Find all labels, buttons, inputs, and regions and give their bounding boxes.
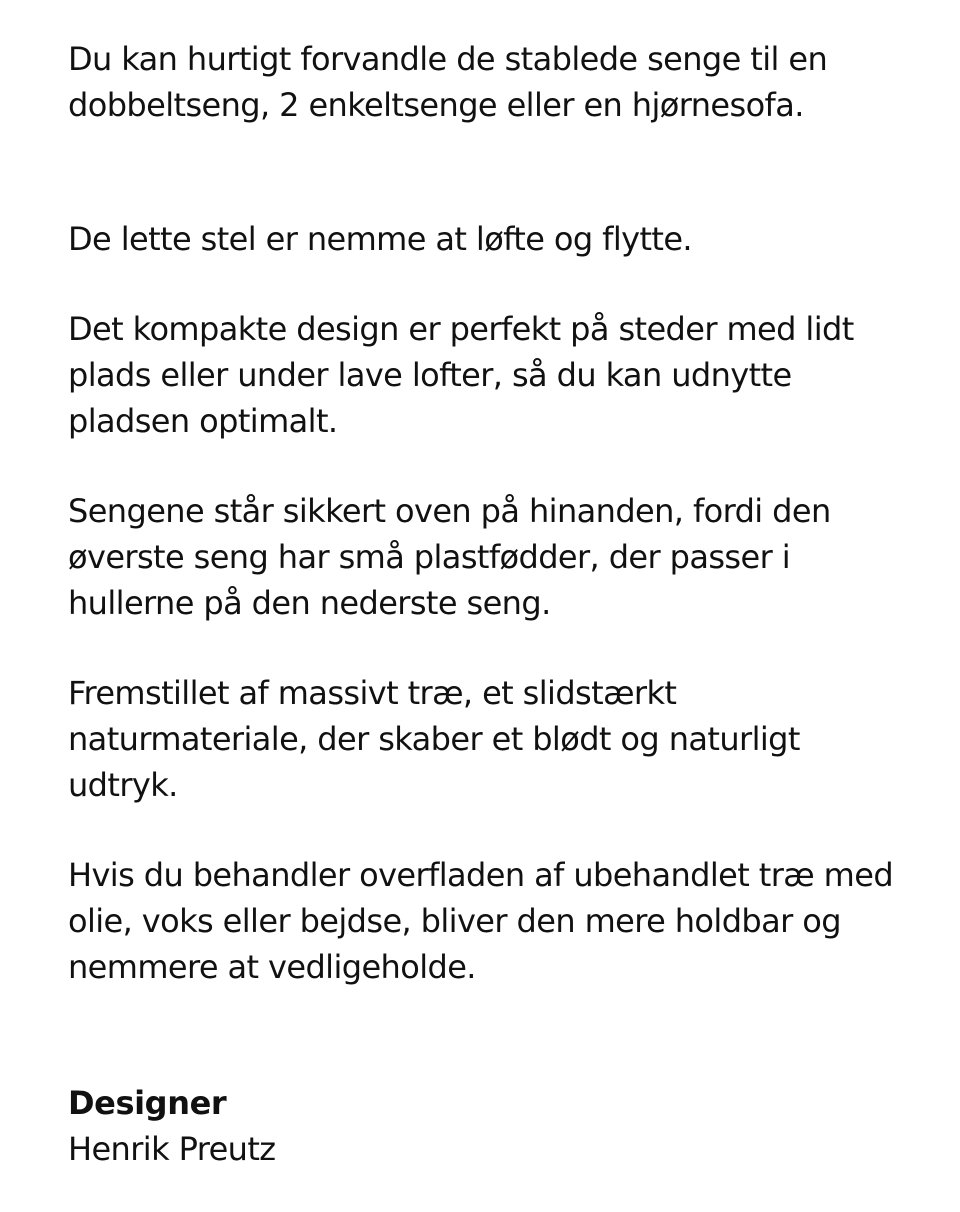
designer-name: Henrik Preutz	[68, 1130, 276, 1168]
details-paragraph-stacking: Sengene står sikkert oven på hinanden, fordi den øverste seng har små plastfødder, der passer i hullerne på den nederste seng.	[68, 492, 831, 622]
details-paragraph-compact-design: Det kompakte design er perfekt på steder med lidt plads eller under lave lofter, så du kan udnytte pladsen optimalt.	[68, 310, 854, 440]
details-paragraph-material: Fremstillet af massivt træ, et slidstærkt naturmateriale, der skaber et blødt og naturligt udtryk.	[68, 674, 800, 804]
designer-heading: Designer	[68, 1084, 227, 1122]
details-paragraph-transform: Du kan hurtigt forvandle de stablede senge til en dobbeltseng, 2 enkeltsenge eller en hjørnesofa.	[68, 40, 828, 124]
details-paragraph-surface-treatment: Hvis du behandler overfladen af ubehandlet træ med olie, voks eller bejdse, bliver den mere holdbar og nemmere at vedligeholde.	[68, 856, 894, 986]
details-paragraph-lightweight: De lette stel er nemme at løfte og flytte.	[68, 220, 693, 258]
product-details-text	[68, 36, 908, 1172]
